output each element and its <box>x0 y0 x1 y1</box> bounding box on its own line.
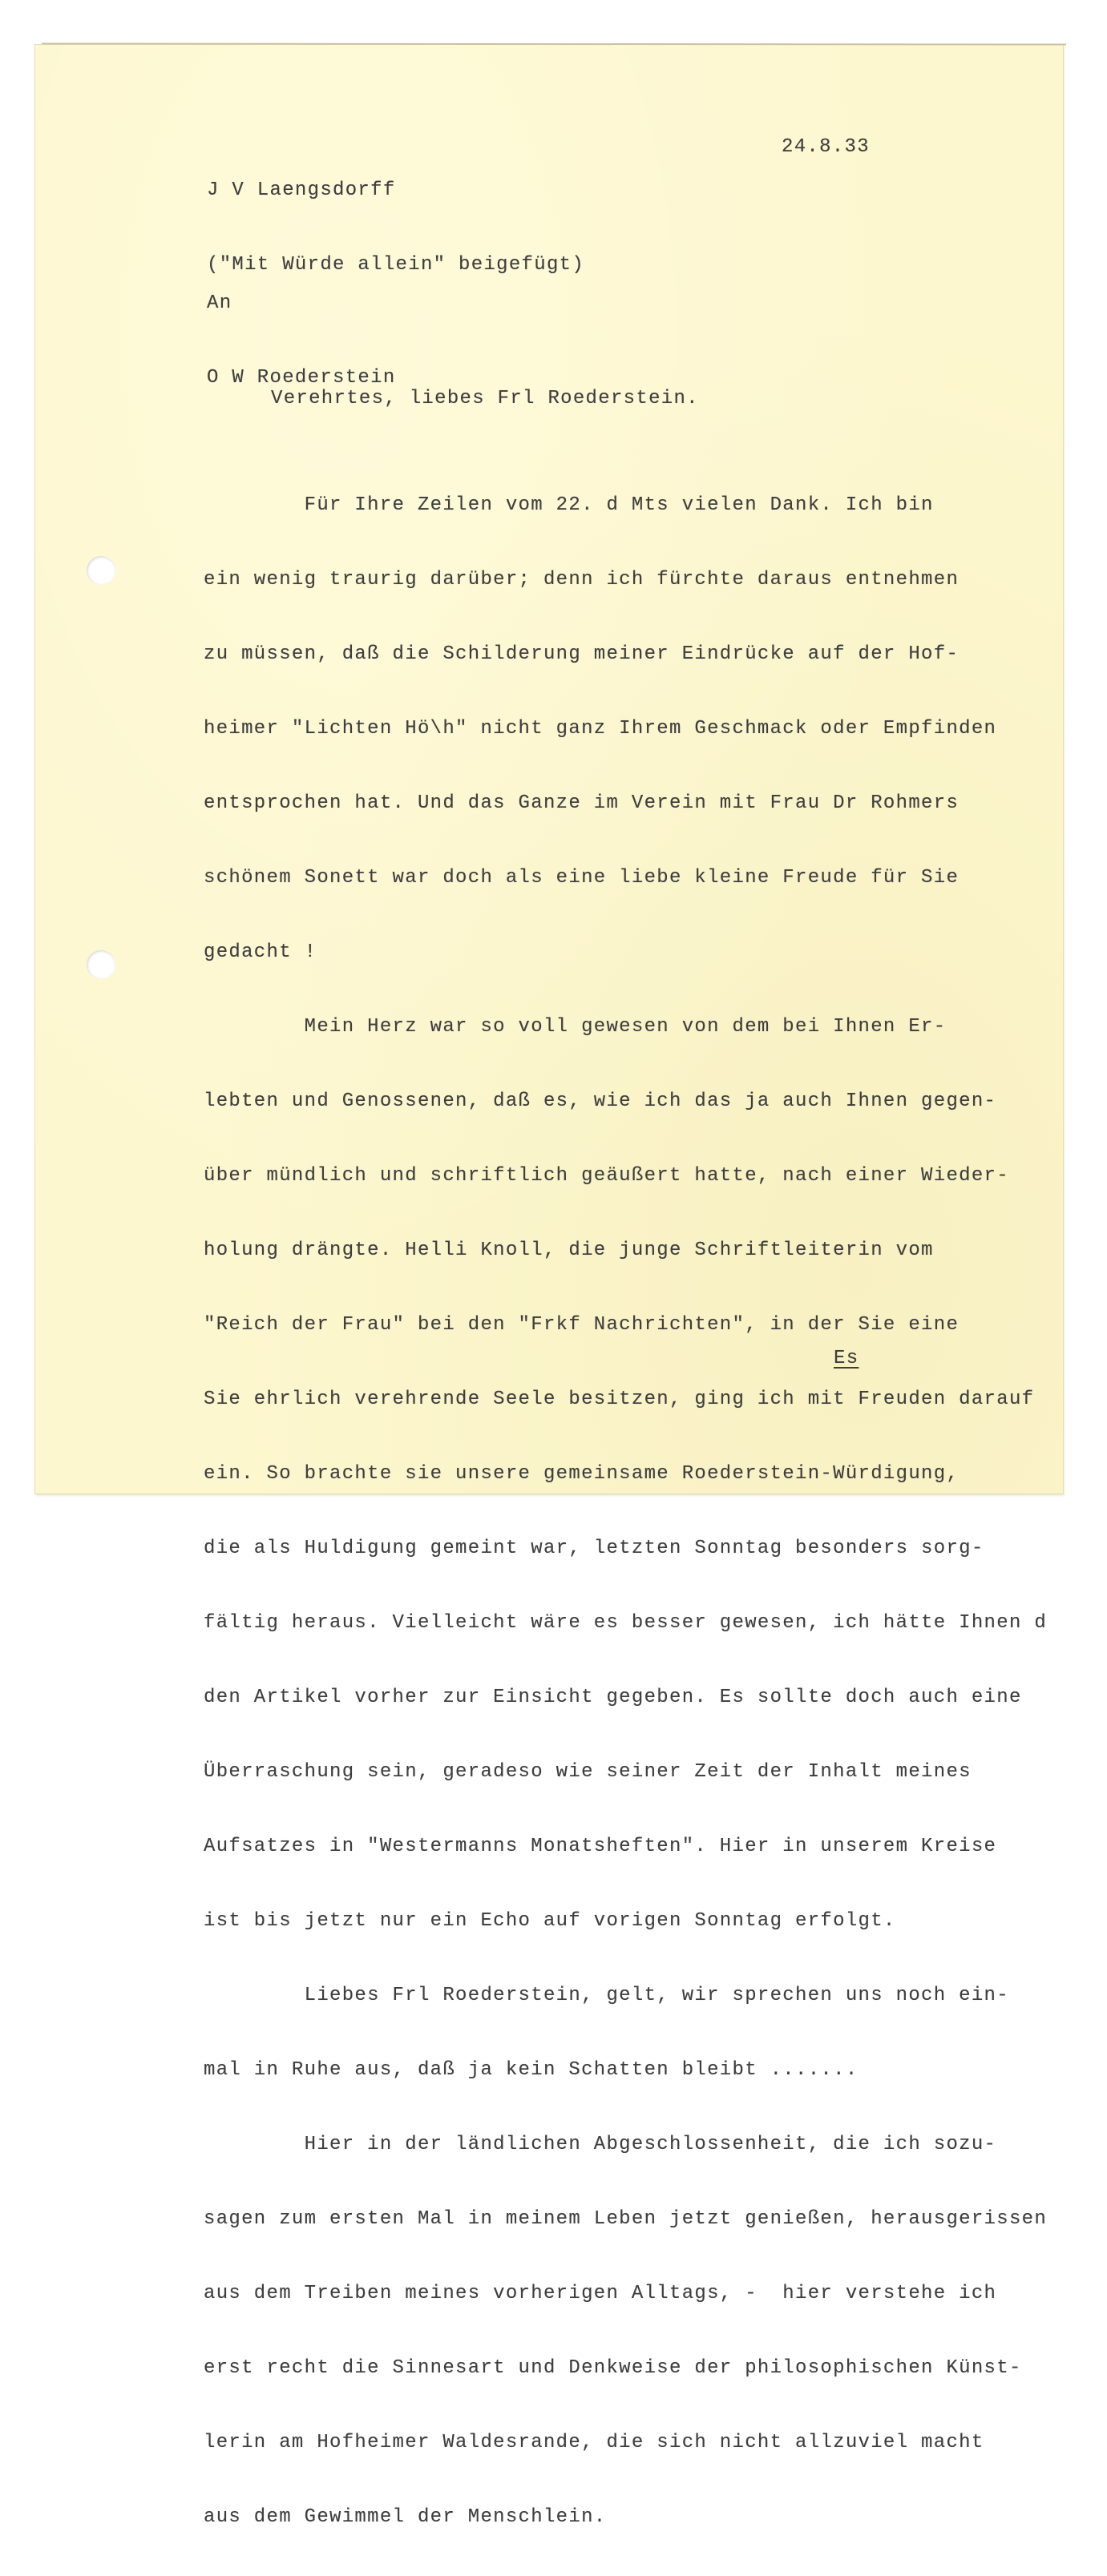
body-line: holung drängte. Helli Knoll, die junge Schriftleiterin vom <box>204 1240 934 1261</box>
body-line: ein wenig traurig darüber; denn ich fürchte daraus entnehmen <box>204 569 960 591</box>
body-line: die als Huldigung gemeint war, letzten Sonntag besonders sorg- <box>204 1538 984 1559</box>
body-line: Liebes Frl Roederstein, gelt, wir sprechen uns noch ein- <box>204 1985 1009 2006</box>
punch-hole-icon <box>87 556 115 585</box>
body-line: erst recht die Sinnesart und Denkweise der philosophischen Künst- <box>204 2357 1022 2379</box>
letter-date: 24.8.33 <box>782 136 870 158</box>
body-line: über mündlich und schriftlich geäußert hatte, nach einer Wieder- <box>204 1165 1009 1187</box>
body-line: Aufsatzes in "Westermanns Monatsheften". Hier in unserem Kreise <box>204 1836 997 1857</box>
body-line: Hier in der ländlichen Abgeschlossenheit, die ich sozu- <box>204 2134 997 2155</box>
body-line: sagen zum ersten Mal in meinem Leben jetzt genießen, herausgerissen <box>204 2208 1048 2230</box>
body-line: schönem Sonett war doch als eine liebe kleine Freude für Sie <box>204 867 960 889</box>
body-line: aus dem Gewimmel der Menschlein. <box>204 2506 607 2528</box>
body-line: mal in Ruhe aus, daß ja kein Schatten bleibt ....... <box>204 2059 859 2081</box>
body-line: lebten und Genossenen, daß es, wie ich das ja auch Ihnen gegen- <box>204 1090 997 1112</box>
recipient-prefix: An <box>207 292 232 314</box>
body-line: fältig heraus. Vielleicht wäre es besser gewesen, ich hätte Ihnen d <box>204 1612 1048 1634</box>
body-line: heimer "Lichten Hö\h" nicht ganz Ihrem Geschmack oder Empfinden <box>204 718 997 740</box>
body-line: gedacht ! <box>204 941 317 963</box>
body-line: Mein Herz war so voll gewesen von dem bei Ihnen Er- <box>204 1016 947 1038</box>
sender-name: J V Laengsdorff <box>207 179 396 201</box>
body-line: entsprochen hat. Und das Ganze im Verein mit Frau Dr Rohmers <box>204 792 960 814</box>
body-line: Für Ihre Zeilen vom 22. d Mts vielen Dank. Ich bin <box>204 494 934 516</box>
body-line: aus dem Treiben meines vorherigen Alltags, - hier verstehe ich <box>204 2283 997 2304</box>
body-line: Sie ehrlich verehrende Seele besitzen, ging ich mit Freuden darauf <box>204 1389 1035 1410</box>
recipient-name: O W Roederstein <box>207 367 396 389</box>
body-line: zu müssen, daß die Schilderung meiner Eindrücke auf der Hof- <box>204 643 960 665</box>
punch-hole-icon <box>87 950 115 979</box>
letter-body <box>204 446 1047 2576</box>
enclosure-note: ("Mit Würde allein" beigefügt) <box>207 254 585 276</box>
body-line: den Artikel vorher zur Einsicht gegeben. Es sollte doch auch eine <box>204 1687 1022 1708</box>
letter-salutation: Verehrtes, liebes Frl Roederstein. <box>271 388 699 409</box>
page-catchword: Es <box>834 1348 859 1369</box>
body-line: ist bis jetzt nur ein Echo auf vorigen Sonntag erfolgt. <box>204 1910 896 1932</box>
body-line: Überraschung sein, geradeso wie seiner Zeit der Inhalt meines <box>204 1761 972 1783</box>
body-line: ein. So brachte sie unsere gemeinsame Roederstein-Würdigung, <box>204 1463 960 1485</box>
body-line: lerin am Hofheimer Waldesrande, die sich nicht allzuviel macht <box>204 2432 984 2453</box>
body-line: "Reich der Frau" bei den "Frkf Nachrichten", in der Sie eine <box>204 1314 960 1336</box>
